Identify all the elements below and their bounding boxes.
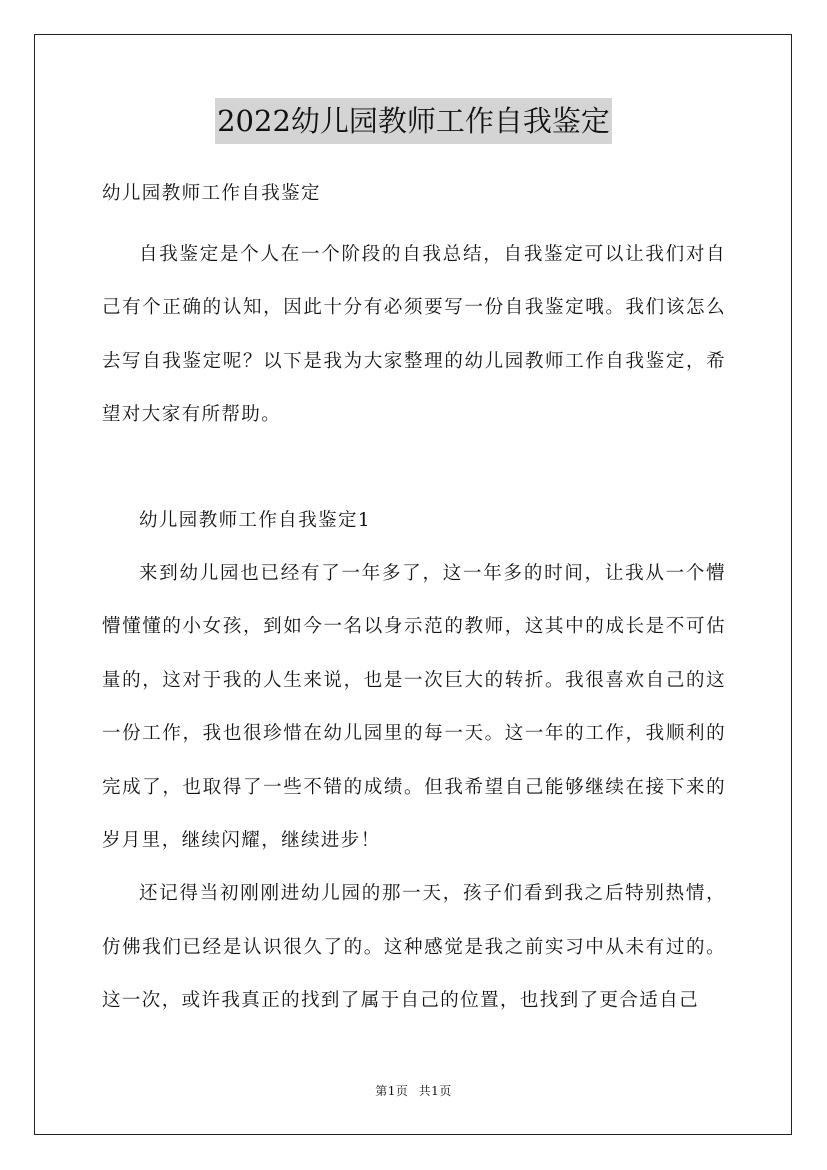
body-paragraph: 来到幼儿园也已经有了一年多了，这一年多的时间，让我从一个懵懵懂懂的小女孩，到如今一名以身示范的教师，这其中的成长是不可估量的，这对于我的人生来说，也是一次巨大的转折。我很喜欢自己的这一份工作，我也很珍惜在幼儿园里的每一天。这一年的工作，我顺利的完成了，也取得了一些不错的成绩。但我希望自己能够继续在接下来的岁月里，继续闪耀，继续进步！ — [102, 563, 726, 852]
intro-paragraph: 自我鉴定是个人在一个阶段的自我总结，自我鉴定可以让我们对自己有个正确的认知，因此十分有必须要写一份自我鉴定哦。我们该怎么去写自我鉴定呢？以下是我为大家整理的幼儿园教师工作自我鉴定，希望对大家有所帮助。 — [102, 244, 726, 426]
document-title: 2022幼儿园教师工作自我鉴定 — [215, 98, 612, 144]
document-subtitle: 幼儿园教师工作自我鉴定 — [102, 183, 321, 204]
title-container — [0, 98, 827, 144]
blank-gap — [102, 442, 726, 494]
page-total: 共1页 — [418, 1084, 452, 1098]
section-heading: 幼儿园教师工作自我鉴定1 — [139, 509, 372, 531]
document-body — [102, 172, 726, 1028]
body-paragraph: 还记得当初刚刚进幼儿园的那一天，孩子们看到我之后特别热情，仿佛我们已经是认识很久了的。这种感觉是我之前实习中从未有过的。这一次，或许我真正的找到了属于自己的位置，也找到了更合适自己 — [102, 883, 726, 1012]
page-footer — [0, 1082, 827, 1099]
page-number: 第1页 — [375, 1084, 409, 1098]
